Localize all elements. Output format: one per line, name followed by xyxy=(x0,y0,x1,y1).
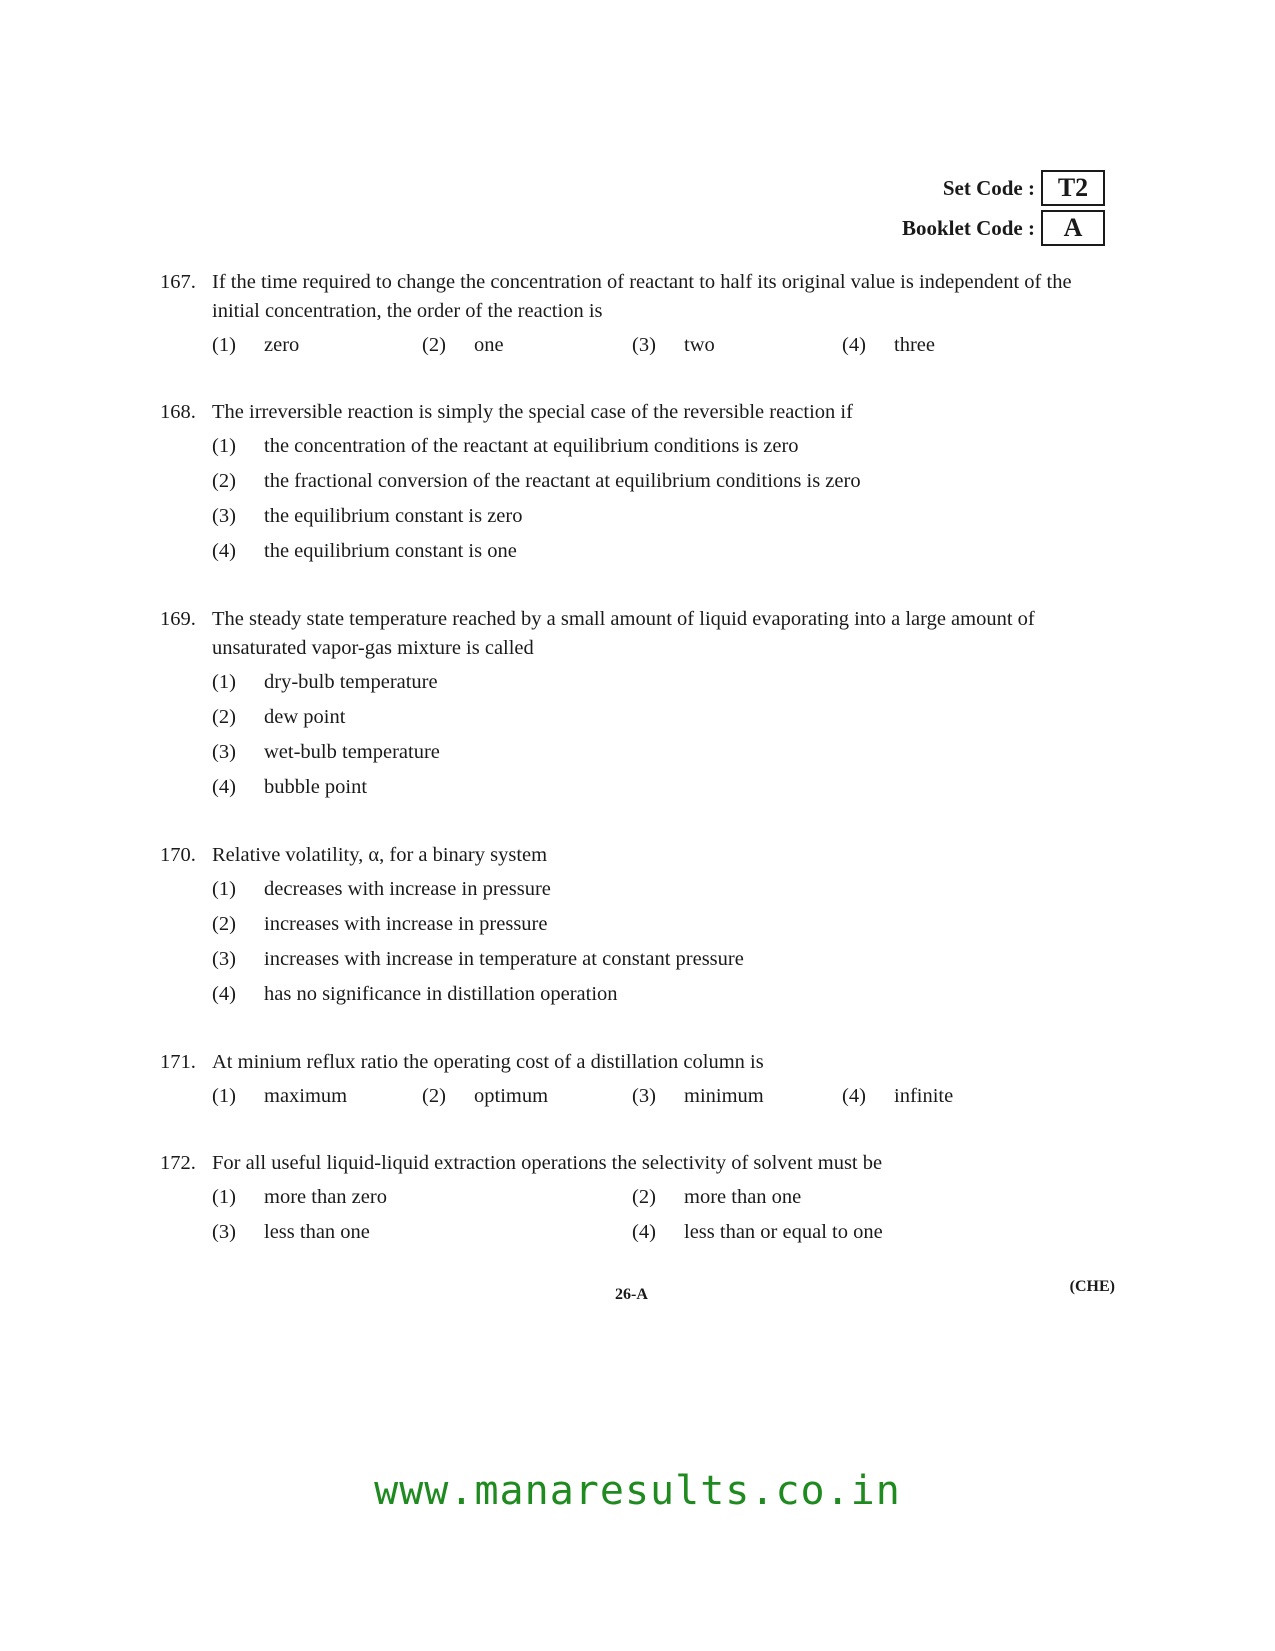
option-text: the equilibrium constant is one xyxy=(264,540,517,562)
option-1 xyxy=(212,872,1115,907)
option-number: (2) xyxy=(212,913,236,935)
option-number: (3) xyxy=(212,1221,236,1243)
option-text: more than zero xyxy=(264,1186,387,1208)
option-3 xyxy=(212,1215,632,1250)
option-number: (3) xyxy=(212,948,236,970)
option-number: (2) xyxy=(422,334,446,356)
option-4 xyxy=(212,534,1115,569)
question-number: 170. xyxy=(160,844,196,866)
option-text: maximum xyxy=(264,1085,348,1107)
option-number: (4) xyxy=(842,334,866,356)
option-text: minimum xyxy=(684,1085,764,1107)
option-text: optimum xyxy=(474,1085,549,1107)
option-1 xyxy=(212,665,1115,700)
option-number: (1) xyxy=(212,435,236,457)
option-2 xyxy=(632,1180,1052,1215)
option-text: increases with increase in pressure xyxy=(264,913,548,935)
option-1 xyxy=(212,1180,632,1215)
option-3 xyxy=(632,1079,842,1113)
question-169 xyxy=(160,605,1115,805)
watermark-url: www.manaresults.co.in xyxy=(374,1468,901,1514)
booklet-code-label: Booklet Code : xyxy=(902,215,1035,240)
booklet-code-row xyxy=(902,210,1105,246)
option-3 xyxy=(212,499,1115,534)
option-text: three xyxy=(894,334,935,356)
option-text: infinite xyxy=(894,1085,954,1107)
options xyxy=(212,328,1115,362)
option-1 xyxy=(212,429,1115,464)
option-number: (2) xyxy=(632,1186,656,1208)
option-number: (1) xyxy=(212,878,236,900)
option-4 xyxy=(842,328,1052,362)
option-text: zero xyxy=(264,334,300,356)
question-list xyxy=(160,268,1115,1250)
option-text: wet-bulb temperature xyxy=(264,741,440,763)
option-text: bubble point xyxy=(264,776,368,798)
option-3 xyxy=(212,942,1115,977)
option-number: (1) xyxy=(212,1085,236,1107)
options xyxy=(212,429,1115,569)
options xyxy=(212,872,1115,1012)
option-3 xyxy=(212,735,1115,770)
question-text: The irreversible reaction is simply the special case of the reversible reaction if xyxy=(212,401,853,423)
code-panel xyxy=(902,170,1105,250)
set-code-label: Set Code : xyxy=(942,175,1035,200)
question-172 xyxy=(160,1149,1115,1250)
option-4 xyxy=(632,1215,1052,1250)
option-4 xyxy=(212,977,1115,1012)
options xyxy=(212,665,1115,805)
option-number: (4) xyxy=(212,983,236,1005)
question-text: For all useful liquid-liquid extraction operations the selectivity of solvent must be xyxy=(212,1152,883,1174)
option-number: (3) xyxy=(212,505,236,527)
subject-code: (CHE) xyxy=(1069,1278,1115,1295)
booklet-code-value: A xyxy=(1041,210,1105,246)
set-code-value: T2 xyxy=(1041,170,1105,206)
option-number: (3) xyxy=(212,741,236,763)
option-text: has no significance in distillation operation xyxy=(264,983,618,1005)
option-number: (1) xyxy=(212,334,236,356)
option-text: two xyxy=(684,334,715,356)
question-text: At minium reflux ratio the operating cost of a distillation column is xyxy=(212,1051,764,1073)
option-text: dew point xyxy=(264,706,346,728)
question-number: 168. xyxy=(160,401,196,423)
option-2 xyxy=(212,464,1115,499)
set-code-row xyxy=(902,170,1105,206)
option-text: less than one xyxy=(264,1221,370,1243)
option-number: (4) xyxy=(212,540,236,562)
option-2 xyxy=(422,1079,632,1113)
option-1 xyxy=(212,328,422,362)
option-4 xyxy=(212,770,1115,805)
option-number: (3) xyxy=(632,334,656,356)
option-number: (4) xyxy=(842,1085,866,1107)
option-text: less than or equal to one xyxy=(684,1221,883,1243)
question-number: 167. xyxy=(160,271,196,293)
question-170 xyxy=(160,841,1115,1012)
option-text: more than one xyxy=(684,1186,802,1208)
option-number: (1) xyxy=(212,1186,236,1208)
option-2 xyxy=(212,907,1115,942)
option-text: decreases with increase in pressure xyxy=(264,878,551,900)
option-2 xyxy=(422,328,632,362)
option-2 xyxy=(212,700,1115,735)
option-number: (3) xyxy=(632,1085,656,1107)
question-168 xyxy=(160,398,1115,569)
question-text: Relative volatility, α, for a binary system xyxy=(212,844,548,866)
page-number: 26-A xyxy=(615,1286,648,1303)
question-text: If the time required to change the concentration of reactant to half its original value is independent of the initial concentration, the order of the reaction is xyxy=(212,271,1072,322)
option-number: (2) xyxy=(422,1085,446,1107)
question-number: 169. xyxy=(160,608,196,630)
option-number: (2) xyxy=(212,706,236,728)
question-167 xyxy=(160,268,1115,362)
question-171 xyxy=(160,1048,1115,1113)
option-text: the equilibrium constant is zero xyxy=(264,505,523,527)
option-text: the concentration of the reactant at equilibrium conditions is zero xyxy=(264,435,799,457)
option-number: (4) xyxy=(212,776,236,798)
option-text: dry-bulb temperature xyxy=(264,671,438,693)
question-number: 172. xyxy=(160,1152,196,1174)
option-text: the fractional conversion of the reactant at equilibrium conditions is zero xyxy=(264,470,861,492)
option-text: increases with increase in temperature at constant pressure xyxy=(264,948,744,970)
option-4 xyxy=(842,1079,1052,1113)
question-number: 171. xyxy=(160,1051,196,1073)
question-text: The steady state temperature reached by a small amount of liquid evaporating into a large amount of unsaturated vapor-gas mixture is called xyxy=(212,608,1035,659)
option-number: (4) xyxy=(632,1221,656,1243)
option-number: (2) xyxy=(212,470,236,492)
option-number: (1) xyxy=(212,671,236,693)
option-1 xyxy=(212,1079,422,1113)
option-3 xyxy=(632,328,842,362)
options xyxy=(212,1079,1115,1113)
option-text: one xyxy=(474,334,504,356)
options xyxy=(212,1180,1115,1250)
